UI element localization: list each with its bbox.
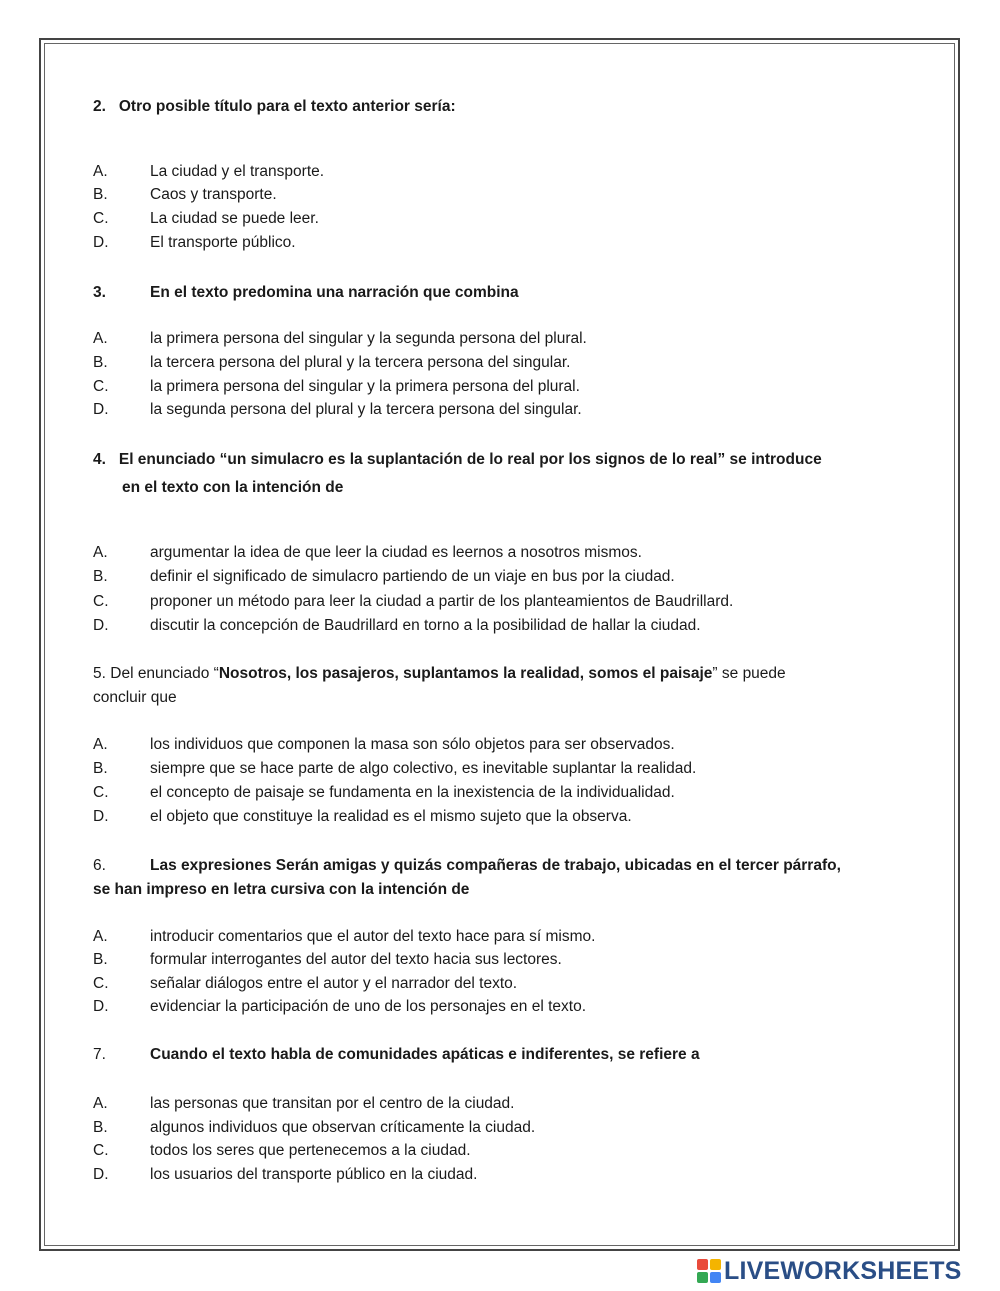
option-letter: B. (93, 186, 108, 203)
option-letter: C. (93, 1142, 109, 1159)
option-letter: C. (93, 210, 109, 227)
option-letter: A. (93, 1095, 108, 1112)
option-text: el concepto de paisaje se fundamenta en la inexistencia de la individualidad. (150, 784, 675, 801)
question-2-heading (93, 96, 456, 118)
option-letter: B. (93, 354, 108, 371)
option-letter: A. (93, 163, 108, 180)
mark-tile-e (710, 1272, 721, 1283)
question-5-heading-line2: concluir que (93, 689, 177, 706)
option-letter: A. (93, 928, 108, 945)
question-title: Cuando el texto habla de comunidades apáticas e indiferentes, se refiere a (150, 1046, 700, 1063)
logo-text: LIVEWORKSHEETS (724, 1257, 962, 1285)
question-prefix: Del enunciado “ (110, 665, 219, 682)
option-text: siempre que se hace parte de algo colectivo, es inevitable suplantar la realidad. (150, 760, 697, 777)
question-suffix: ” se puede (712, 665, 786, 682)
option-text: Caos y transporte. (150, 186, 277, 203)
option-text: la primera persona del singular y la segunda persona del plural. (150, 330, 587, 347)
option-letter: C. (93, 593, 109, 610)
option-text: la primera persona del singular y la primera persona del plural. (150, 378, 580, 395)
option-letter: C. (93, 784, 109, 801)
option-text: discutir la concepción de Baudrillard en torno a la posibilidad de hallar la ciudad. (150, 617, 701, 634)
option-letter: A. (93, 544, 108, 561)
option-text: La ciudad y el transporte. (150, 163, 325, 180)
option-text: evidenciar la participación de uno de los personajes en el texto. (150, 998, 586, 1015)
question-number: 7. (93, 1046, 106, 1063)
option-text: todos los seres que pertenecemos a la ciudad. (150, 1142, 471, 1159)
option-text: la tercera persona del plural y la tercera persona del singular. (150, 354, 571, 371)
option-letter: B. (93, 760, 108, 777)
option-text: el objeto que constituye la realidad es el mismo sujeto que la observa. (150, 808, 632, 825)
option-letter: C. (93, 975, 109, 992)
question-title: En el texto predomina una narración que combina (150, 284, 519, 301)
question-number: 3. (93, 284, 106, 301)
question-4-heading-line2: en el texto con la intención de (122, 479, 344, 496)
question-title: Las expresiones Serán amigas y quizás compañeras de trabajo, ubicadas en el tercer párrafo, (150, 857, 841, 874)
option-text: formular interrogantes del autor del texto hacia sus lectores. (150, 951, 562, 968)
option-text: algunos individuos que observan críticamente la ciudad. (150, 1119, 536, 1136)
option-letter: B. (93, 951, 108, 968)
option-letter: D. (93, 1166, 109, 1183)
option-text: argumentar la idea de que leer la ciudad es leernos a nosotros mismos. (150, 544, 642, 561)
question-number: 6. (93, 857, 106, 874)
option-letter: D. (93, 617, 109, 634)
option-letter: A. (93, 330, 108, 347)
question-4-heading-line1 (93, 449, 822, 471)
option-text: las personas que transitan por el centro de la ciudad. (150, 1095, 515, 1112)
question-title: El enunciado “un simulacro es la suplantación de lo real por los signos de lo real” se introduce (118, 451, 822, 468)
option-text: El transporte público. (150, 234, 296, 251)
option-text: señalar diálogos entre el autor y el narrador del texto. (150, 975, 518, 992)
question-number: 5. (93, 665, 106, 682)
option-letter: B. (93, 568, 108, 585)
option-text: los usuarios del transporte público en la ciudad. (150, 1166, 478, 1183)
mark-tile-i (710, 1259, 721, 1270)
question-number: 2. (93, 98, 106, 115)
option-letter: A. (93, 736, 108, 753)
mark-tile-v (697, 1272, 708, 1283)
question-title: Otro posible título para el texto anterior sería: (118, 98, 456, 115)
mark-tile-l (697, 1259, 708, 1270)
liveworksheets-mark-icon (697, 1259, 721, 1283)
option-text: introducir comentarios que el autor del texto hace para sí mismo. (150, 928, 596, 945)
option-text: definir el significado de simulacro partiendo de un viaje en bus por la ciudad. (150, 568, 675, 585)
option-text: la segunda persona del plural y la tercera persona del singular. (150, 401, 582, 418)
question-5-heading-line1 (93, 663, 786, 685)
option-letter: D. (93, 234, 109, 251)
option-letter: C. (93, 378, 109, 395)
option-letter: D. (93, 998, 109, 1015)
option-text: La ciudad se puede leer. (150, 210, 319, 227)
option-text: proponer un método para leer la ciudad a partir de los planteamientos de Baudrillard. (150, 593, 734, 610)
option-letter: D. (93, 401, 109, 418)
question-quote: Nosotros, los pasajeros, suplantamos la realidad, somos el paisaje (218, 665, 713, 682)
question-6-heading-line2: se han impreso en letra cursiva con la intención de (93, 881, 470, 898)
option-text: los individuos que componen la masa son sólo objetos para ser observados. (150, 736, 675, 753)
question-number: 4. (93, 451, 106, 468)
option-letter: B. (93, 1119, 108, 1136)
option-letter: D. (93, 808, 109, 825)
